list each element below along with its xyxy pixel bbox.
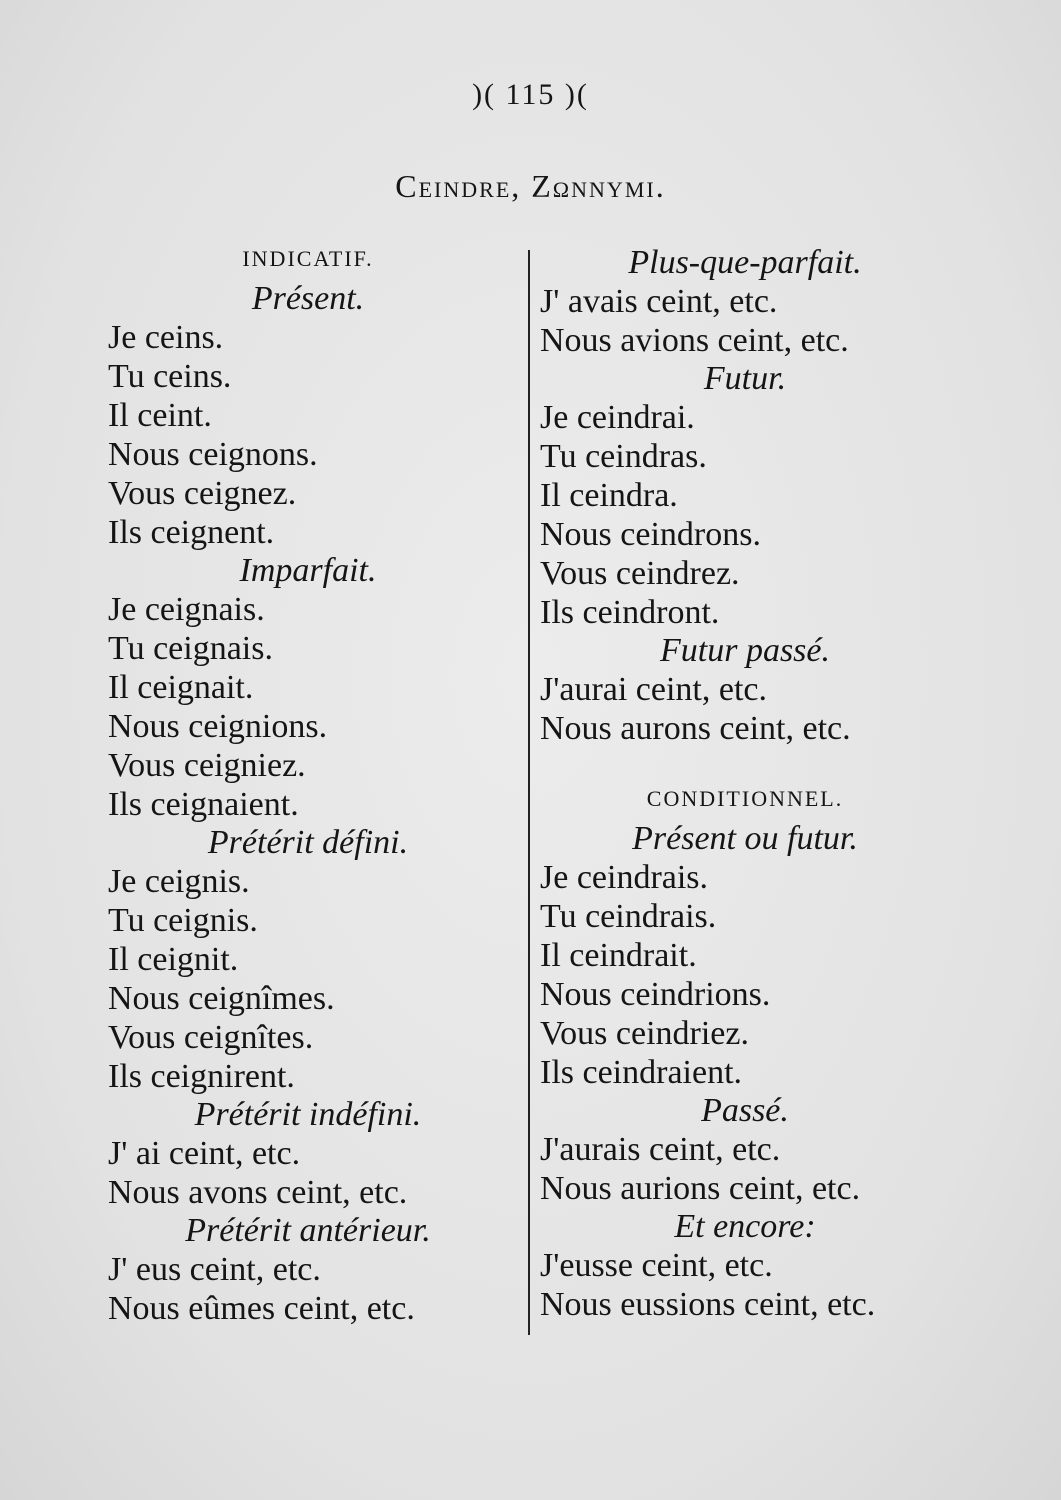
conjugation-line: Je ceignis. xyxy=(108,863,250,900)
conjugation-line: Il ceignit. xyxy=(108,941,239,978)
page-title: Ceindre, Ζωννυμι. xyxy=(395,168,666,204)
conjugation-line: Vous ceigniez. xyxy=(108,747,306,784)
conjugation-line: Il ceint. xyxy=(108,397,212,434)
conjugation-line: Nous ceindrions. xyxy=(540,976,771,1013)
conjugation-line: Tu ceignis. xyxy=(108,902,258,939)
conjugation-line: J' ai ceint, etc. xyxy=(108,1135,301,1172)
conjugation-line: Tu ceins. xyxy=(108,358,232,395)
tense-block-et-encore xyxy=(540,1208,950,1324)
tense-heading: Imparfait. xyxy=(239,552,377,589)
mood-heading-indicatif: INDICATIF. xyxy=(242,246,374,271)
tense-heading: Présent. xyxy=(251,280,365,317)
conjugation-line: Nous avions ceint, etc. xyxy=(540,322,849,359)
conjugation-line: Nous aurions ceint, etc. xyxy=(540,1170,861,1207)
conjugation-line: Je ceignais. xyxy=(108,591,265,628)
tense-block-futur xyxy=(540,360,950,632)
conjugation-line: Tu ceindras. xyxy=(540,438,707,475)
conjugation-line: Ils ceignirent. xyxy=(108,1058,295,1095)
conjugation-line: J'eusse ceint, etc. xyxy=(540,1247,773,1284)
tense-heading: Plus-que-parfait. xyxy=(628,244,862,281)
conjugation-line: J'aurais ceint, etc. xyxy=(540,1131,781,1168)
section-gap xyxy=(540,748,950,778)
page-number: )( 115 )( xyxy=(472,78,589,111)
conjugation-line: Nous eussions ceint, etc. xyxy=(540,1286,876,1323)
conjugation-line: Tu ceindrais. xyxy=(540,898,717,935)
tense-heading: Prétérit défini. xyxy=(207,824,409,861)
conjugation-line: Vous ceindrez. xyxy=(540,555,740,592)
conjugation-line: Il ceindrait. xyxy=(540,937,697,974)
tense-block-plus-que-parfait xyxy=(540,244,950,360)
tense-heading: Passé. xyxy=(701,1092,789,1129)
tense-heading: Futur passé. xyxy=(660,632,830,669)
conjugation-line: Nous eûmes ceint, etc. xyxy=(108,1290,415,1327)
right-column xyxy=(540,238,950,1324)
left-column xyxy=(108,238,508,1328)
tense-block-present-ou-futur xyxy=(540,820,950,1092)
tense-heading: Futur. xyxy=(703,360,787,397)
conjugation-line: Nous aurons ceint, etc. xyxy=(540,710,851,747)
conjugation-line: Il ceindra. xyxy=(540,477,678,514)
conjugation-line: Je ceindrais. xyxy=(540,859,709,896)
conjugation-line: Il ceignait. xyxy=(108,669,254,706)
conjugation-line: Ils ceindraient. xyxy=(540,1054,743,1091)
conjugation-line: Ils ceindront. xyxy=(540,594,720,631)
conjugation-line: J'aurai ceint, etc. xyxy=(540,671,768,708)
conjugation-line: Ils ceignaient. xyxy=(108,786,299,823)
column-divider xyxy=(528,250,530,1335)
conjugation-line: Je ceins. xyxy=(108,319,224,356)
tense-block-preterit-defini xyxy=(108,824,508,1096)
conjugation-line: Nous ceignîmes. xyxy=(108,980,335,1017)
conjugation-line: Tu ceignais. xyxy=(108,630,273,667)
conjugation-line: Nous ceignons. xyxy=(108,436,318,473)
conjugation-line: J' avais ceint, etc. xyxy=(540,283,778,320)
conjugation-line: Vous ceignez. xyxy=(108,475,297,512)
conjugation-line: Nous ceindrons. xyxy=(540,516,761,553)
tense-heading: Prétérit antérieur. xyxy=(185,1212,431,1249)
tense-block-preterit-indefini xyxy=(108,1096,508,1212)
tense-heading: Et encore: xyxy=(674,1208,816,1245)
tense-heading: Prétérit indéfini. xyxy=(194,1096,422,1133)
mood-heading-conditionnel: CONDITIONNEL. xyxy=(646,786,844,811)
conjugation-line: J' eus ceint, etc. xyxy=(108,1251,321,1288)
conjugation-line: Vous ceindriez. xyxy=(540,1015,749,1052)
conjugation-line: Je ceindrai. xyxy=(540,399,695,436)
conjugation-line: Vous ceignîtes. xyxy=(108,1019,314,1056)
tense-block-present xyxy=(108,280,508,552)
conjugation-line: Ils ceignent. xyxy=(108,514,275,551)
conjugation-line: Nous ceignions. xyxy=(108,708,328,745)
tense-block-passe xyxy=(540,1092,950,1208)
tense-block-futur-passe xyxy=(540,632,950,748)
tense-heading: Présent ou futur. xyxy=(632,820,858,857)
tense-block-preterit-anterieur xyxy=(108,1212,508,1328)
tense-block-imparfait xyxy=(108,552,508,824)
conjugation-line: Nous avons ceint, etc. xyxy=(108,1174,408,1211)
